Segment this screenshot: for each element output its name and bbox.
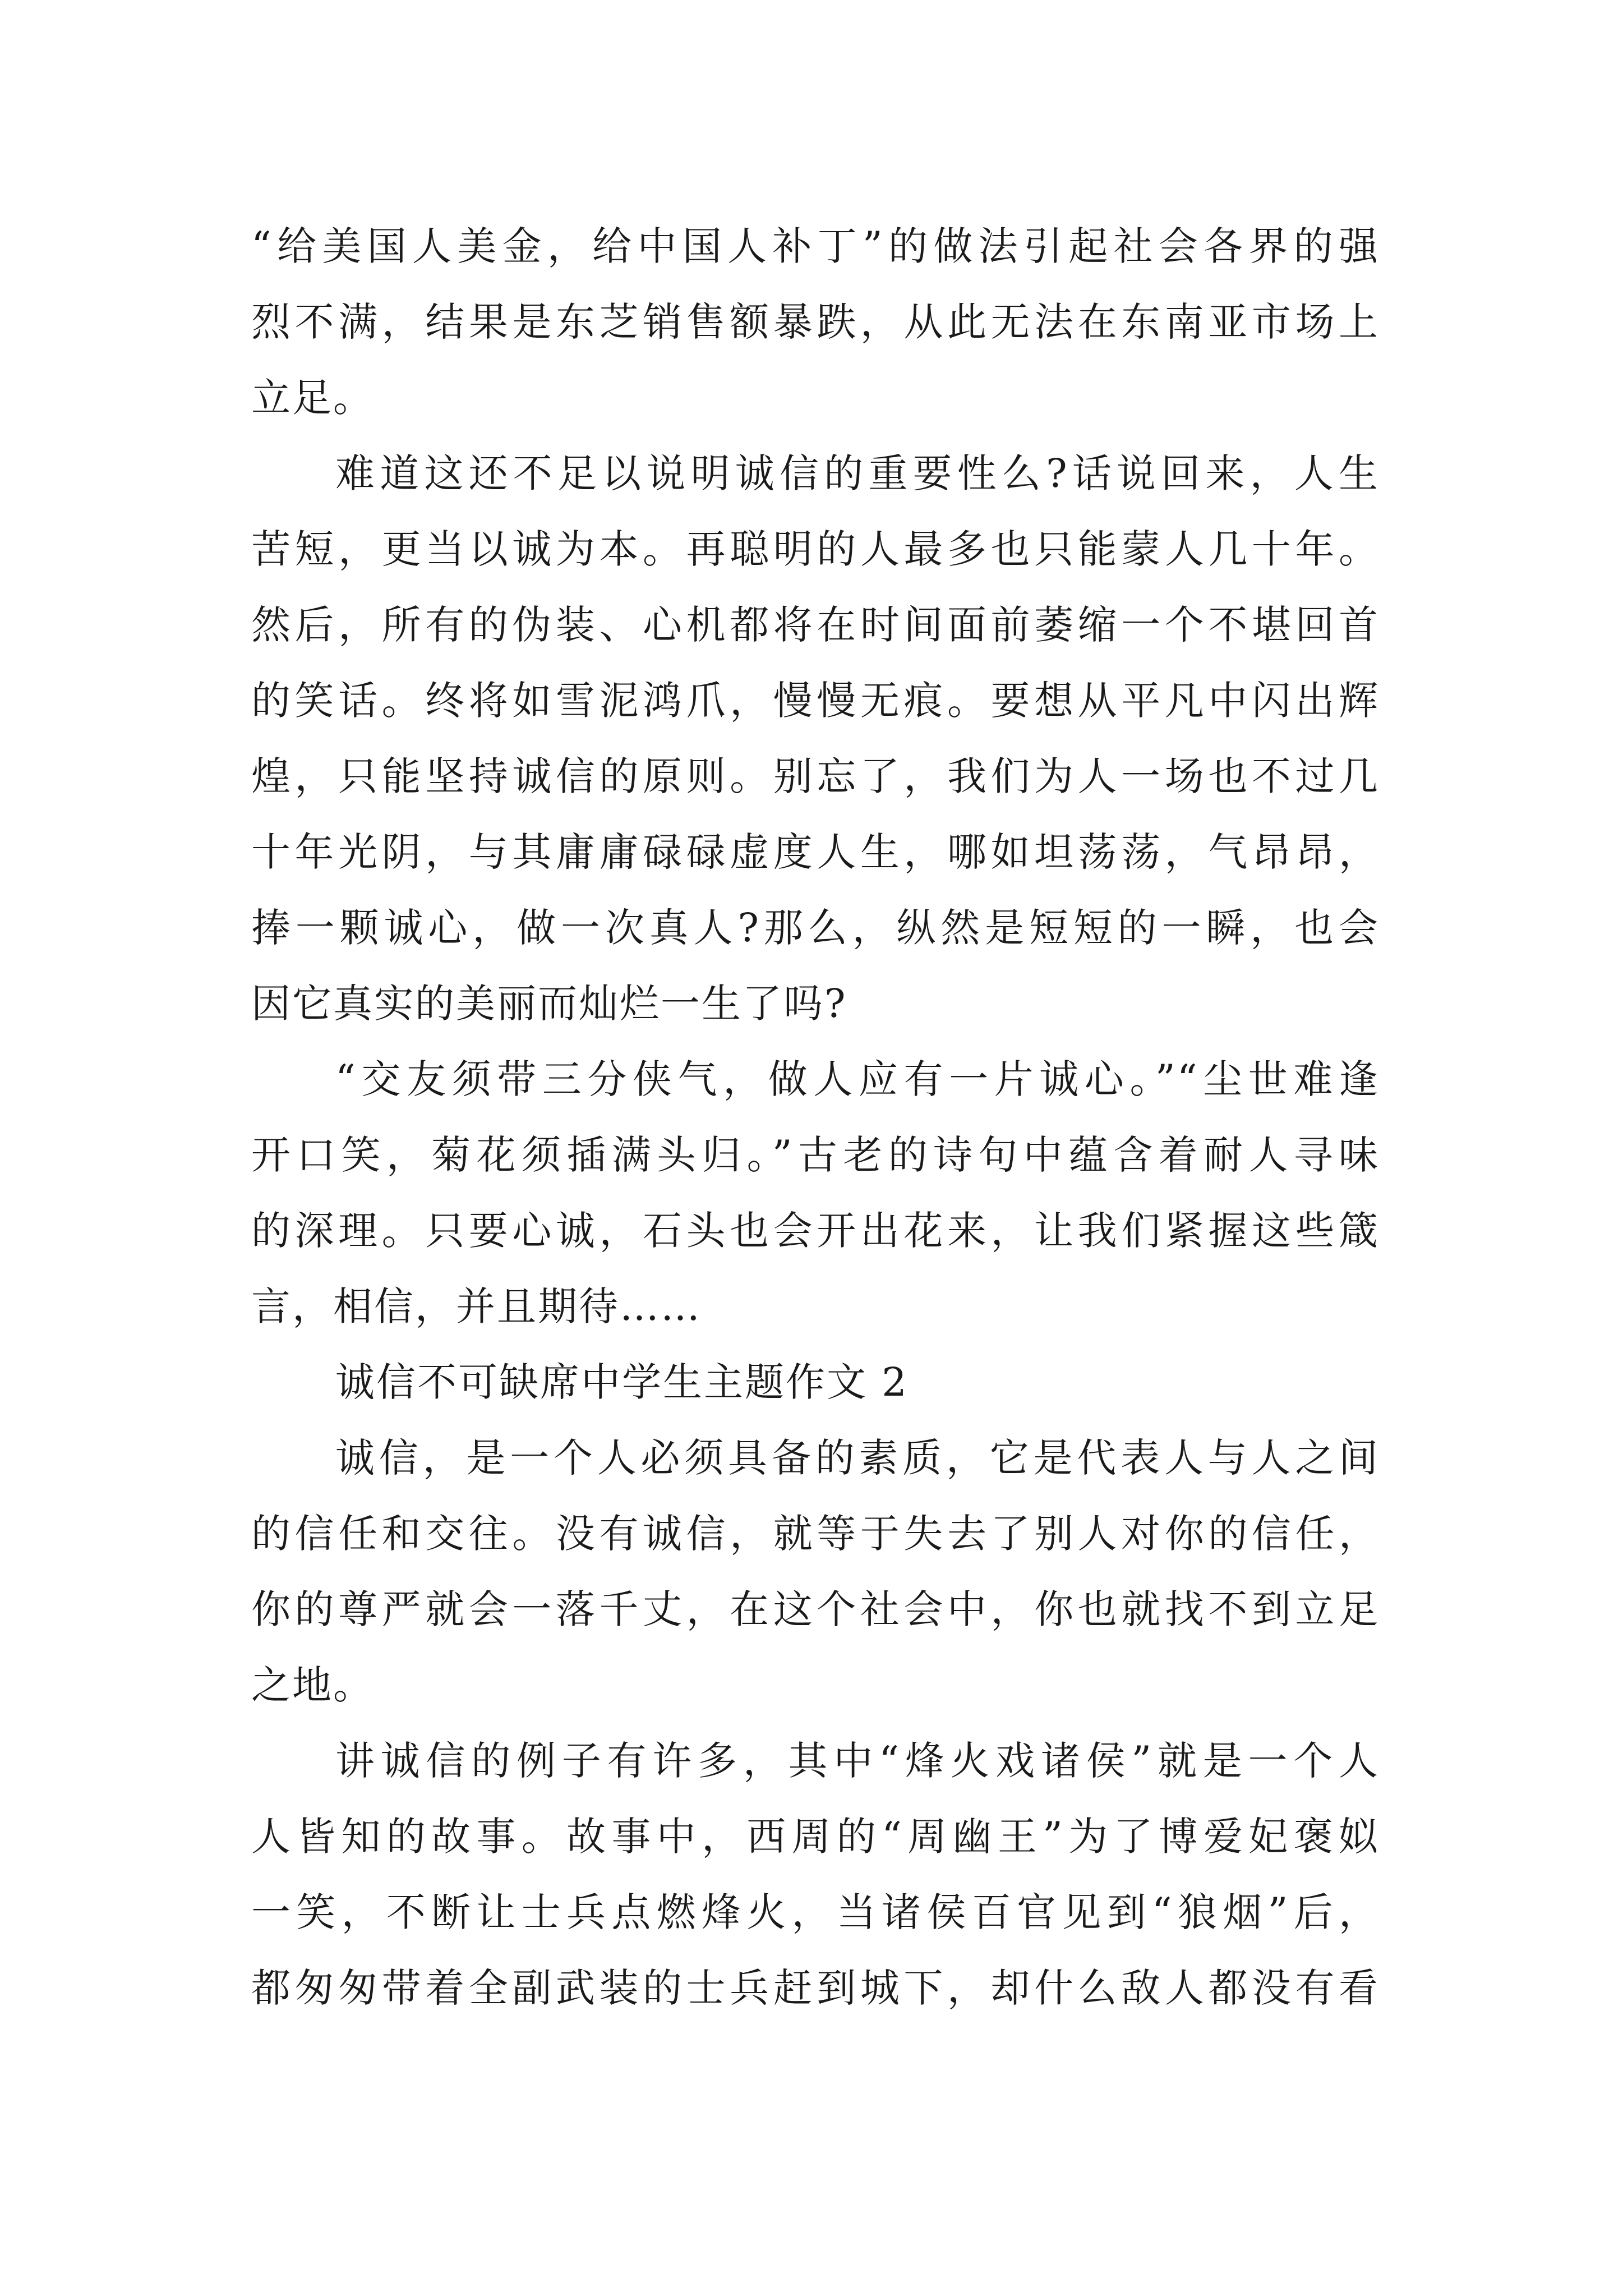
text-line: 你的尊严就会一落千丈，在这个社会中，你也就找不到立足 <box>251 1586 1380 1632</box>
text-line: 都匆匆带着全副武装的士兵赶到城下，却什么敌人都没有看 <box>251 1965 1380 2011</box>
text-line: 捧一颗诚心，做一次真人?那么，纵然是短短的一瞬，也会 <box>251 905 1380 951</box>
text-line: 立足。 <box>251 375 374 421</box>
text-line: 言，相信，并且期待…… <box>251 1283 702 1329</box>
text-line: 的笑话。终将如雪泥鸿爪，慢慢无痕。要想从平凡中闪出辉 <box>251 678 1380 724</box>
text-line: 煌，只能坚持诚信的原则。别忘了，我们为人一场也不过几 <box>251 753 1380 799</box>
text-line: 的信任和交往。没有诚信，就等于失去了别人对你的信任， <box>251 1511 1380 1557</box>
text-line: 的深理。只要心诚，石头也会开出花来，让我们紧握这些箴 <box>251 1208 1380 1254</box>
text-line: 难道这还不足以说明诚信的重要性么?话说回来，人生 <box>335 450 1380 496</box>
text-line: 苦短，更当以诚为本。再聪明的人最多也只能蒙人几十年。 <box>251 526 1380 572</box>
text-line: 十年光阴，与其庸庸碌碌虚度人生，哪如坦荡荡，气昂昂， <box>251 829 1380 875</box>
text-line: 诚信，是一个人必须具备的素质，它是代表人与人之间 <box>335 1435 1380 1481</box>
section-heading: 诚信不可缺席中学生主题作文 2 <box>335 1359 909 1405</box>
text-line: 烈不满，结果是东芝销售额暴跌，从此无法在东南亚市场上 <box>251 299 1380 345</box>
text-line: 然后，所有的伪装、心机都将在时间面前萎缩一个不堪回首 <box>251 602 1380 648</box>
document-body <box>251 209 1380 2026</box>
text-line: “给美国人美金，给中国人补丁”的做法引起社会各界的强 <box>251 223 1380 269</box>
text-line: 人皆知的故事。故事中，西周的“周幽王”为了博爱妃褒姒 <box>251 1814 1380 1860</box>
text-line: 讲诚信的例子有许多，其中“烽火戏诸侯”就是一个人 <box>335 1738 1380 1784</box>
text-line: 一笑，不断让士兵点燃烽火，当诸侯百官见到“狼烟”后， <box>251 1889 1380 1935</box>
text-line: 之地。 <box>251 1662 374 1708</box>
text-line: 因它真实的美丽而灿烂一生了吗? <box>251 981 847 1027</box>
text-line: “交友须带三分侠气，做人应有一片诚心。”“尘世难逢 <box>335 1056 1380 1102</box>
text-line: 开口笑，菊花须插满头归。”古老的诗句中蕴含着耐人寻味 <box>251 1132 1380 1178</box>
